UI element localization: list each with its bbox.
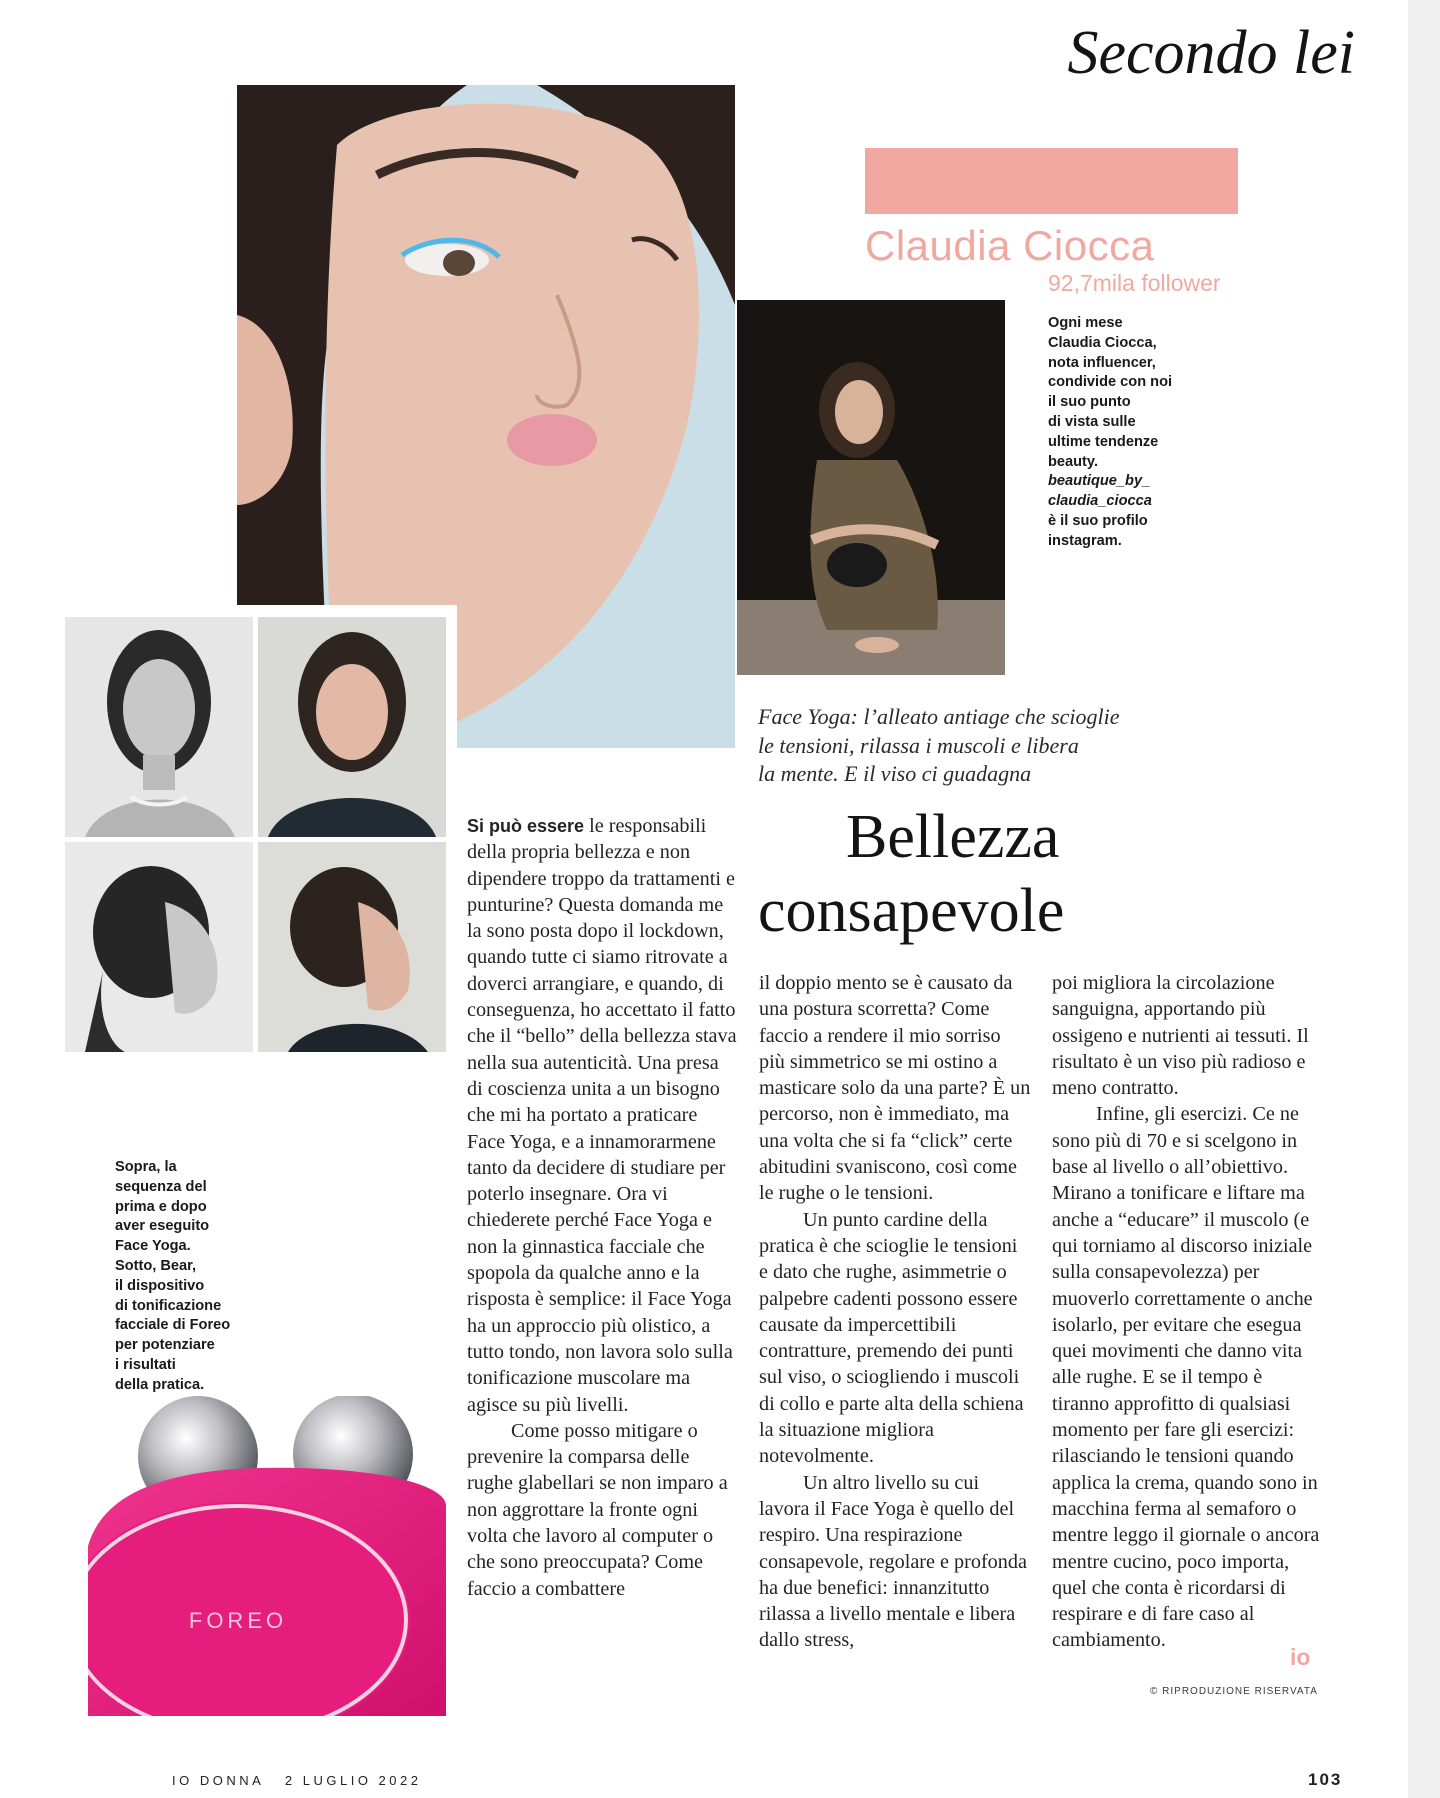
bio-line: Ogni mese	[1048, 315, 1123, 331]
article-column-3	[1052, 970, 1324, 1654]
headline-line: consapevole	[758, 877, 1065, 945]
bio-line: è il suo profilo	[1048, 512, 1148, 529]
photo-caption	[115, 1158, 265, 1396]
before-after-grid	[55, 605, 457, 1065]
paragraph	[467, 813, 739, 1418]
caption-line: di tonificazione	[115, 1297, 222, 1314]
paragraph: Un altro livello su cui lavora il Face Yoga è quello del respiro. Una respirazione consapevole, regolare e profonda ha due benefici: innanzitutto rilassa a livello mentale e libera dallo stress,	[759, 1471, 1027, 1652]
article-headline	[758, 800, 1158, 948]
bio-line: beauty.	[1048, 453, 1099, 470]
caption-line: Face Yoga.	[115, 1238, 191, 1255]
copyright-notice: © RIPRODUZIONE RISERVATA	[1150, 1686, 1318, 1697]
standfirst-line: Face Yoga: l’alleato antiage che scioglie	[758, 704, 1120, 729]
caption-line: della pratica.	[115, 1376, 205, 1393]
caption-line: per potenziare	[115, 1337, 215, 1354]
page-number: 103	[1308, 1770, 1343, 1789]
instagram-handle[interactable]: beautique_by_	[1048, 473, 1151, 490]
standfirst-line: le tensioni, rilassa i muscoli e libera	[758, 732, 1079, 758]
after-front-photo	[258, 617, 446, 837]
article-standfirst	[758, 703, 1178, 789]
section-title: Secondo lei	[1067, 19, 1355, 87]
paragraph: Infine, gli esercizi. Ce ne sono più di 70 e si scelgono in base al livello o all’obiettivo. Mirano a tonificare e liftare ma anche a “educare” il muscolo (e qui torniamo al discorso iniziale sulla consapevolezza) per muoverlo correttamente o anche isolarlo, per evitare che esegua quei movimenti che danno vita alle rughe. E se il tempo è tiranno approfitto di qualsiasi momento per fare gli esercizi: rilasciando le tensioni quando applica la crema, quando sono in macchina ferma al semaforo o mentre leggo il giornale o ancora mentre cucino, poco importa, quel che conta è ricordarsi di respirare e di fare caso al cambiamento.	[1052, 1103, 1320, 1652]
paragraph: poi migliora la circolazione sanguigna, apportando più ossigeno e nutrienti ai tessuti. Il risultato è un viso più radioso e meno contratto.	[1052, 972, 1309, 1100]
paragraph: Un punto cardine della pratica è che scioglie le tensioni e dato che rughe, asimmetrie o palpebre cadenti possono essere causate da impercettibili contratture, premendo dei punti sul viso, o sciogliendo i muscoli di collo e parte alta della schiena la situazione migliora notevolmente.	[759, 1208, 1024, 1468]
caption-line: Sotto, Bear,	[115, 1257, 197, 1274]
standfirst-line: la mente. E il viso ci guadagna	[758, 761, 1032, 787]
caption-line: facciale di Foreo	[115, 1317, 231, 1334]
foreo-device-photo	[88, 1396, 446, 1716]
bio-line: nota influencer,	[1048, 354, 1156, 371]
caption-line: sequenza del	[115, 1178, 207, 1195]
bio-line: ultime tendenze	[1048, 433, 1159, 450]
paragraph: il doppio mento se è causato da una postura scorretta? Come faccio a rendere il mio sorriso più simmetrico se mi ostino a masticare solo da una parte? È un percorso, non è immediato, ma una volta che si fa “click” certe abitudini svaniscono, così come le rughe o le tensioni.	[759, 972, 1031, 1205]
instagram-handle[interactable]: claudia_ciocca	[1048, 493, 1152, 510]
paragraph-text: le responsabili della propria bellezza e non dipendere troppo da trattamenti e punturine? Questa domanda me la sono posta dopo il lockdown, quando tutte ci siamo ritrovate a doverci arrangiare, e quando, di conseguenza, ho accettato il fatto che il “bello” della bellezza stava nella sua autenticità. Una presa di coscienza unita a un bisogno che mi ha portato a praticare Face Yoga, e a innamorarmene tanto da decidere di studiare per poterlo insegnare. Ora vi chiederete perché Face Yoga e non la ginnastica facciale che spopola da qualche anno e la risposta è semplice: il Face Yoga ha un approccio più olistico, a tutto tondo, non lavora solo sulla tonificazione muscolare ma agisce su più livelli.	[467, 815, 737, 1416]
article-column-1	[467, 813, 739, 1602]
after-profile-photo	[258, 842, 446, 1052]
bio-line: di vista sulle	[1048, 413, 1136, 430]
headline-line: Bellezza	[846, 803, 1060, 871]
author-followers: 92,7mila follower	[1048, 270, 1221, 296]
paragraph: Come posso mitigare o prevenire la comparsa delle rughe glabellari se non imparo a non aggrottare la fronte ogni volta che lavoro al computer o che sono preoccupata? Come faccio a combattere	[467, 1419, 728, 1600]
author-bio	[1048, 314, 1198, 552]
before-profile-photo	[65, 842, 253, 1052]
caption-line: aver eseguito	[115, 1218, 210, 1235]
bio-line: condivide con noi	[1048, 374, 1173, 391]
bio-line: instagram.	[1048, 532, 1122, 549]
page-gutter	[1408, 0, 1440, 1798]
caption-line: il dispositivo	[115, 1277, 205, 1294]
device-brand-logo: FOREO	[188, 1608, 288, 1633]
lead-in: Si può essere	[467, 816, 585, 836]
caption-line: Sopra, la	[115, 1159, 177, 1175]
author-name: Claudia Ciocca	[865, 222, 1155, 269]
caption-line: prima e dopo	[115, 1198, 207, 1215]
article-column-2	[759, 970, 1031, 1654]
bio-line: Claudia Ciocca,	[1048, 334, 1157, 351]
before-front-photo	[65, 617, 253, 837]
footer-publication: IO DONNA 2 LUGLIO 2022	[172, 1773, 422, 1788]
bio-line: il suo punto	[1048, 394, 1131, 411]
caption-line: i risultati	[115, 1356, 176, 1373]
pink-accent-band	[865, 148, 1238, 214]
author-portrait-photo	[737, 300, 1005, 675]
end-mark-logo: io	[1290, 1644, 1311, 1670]
